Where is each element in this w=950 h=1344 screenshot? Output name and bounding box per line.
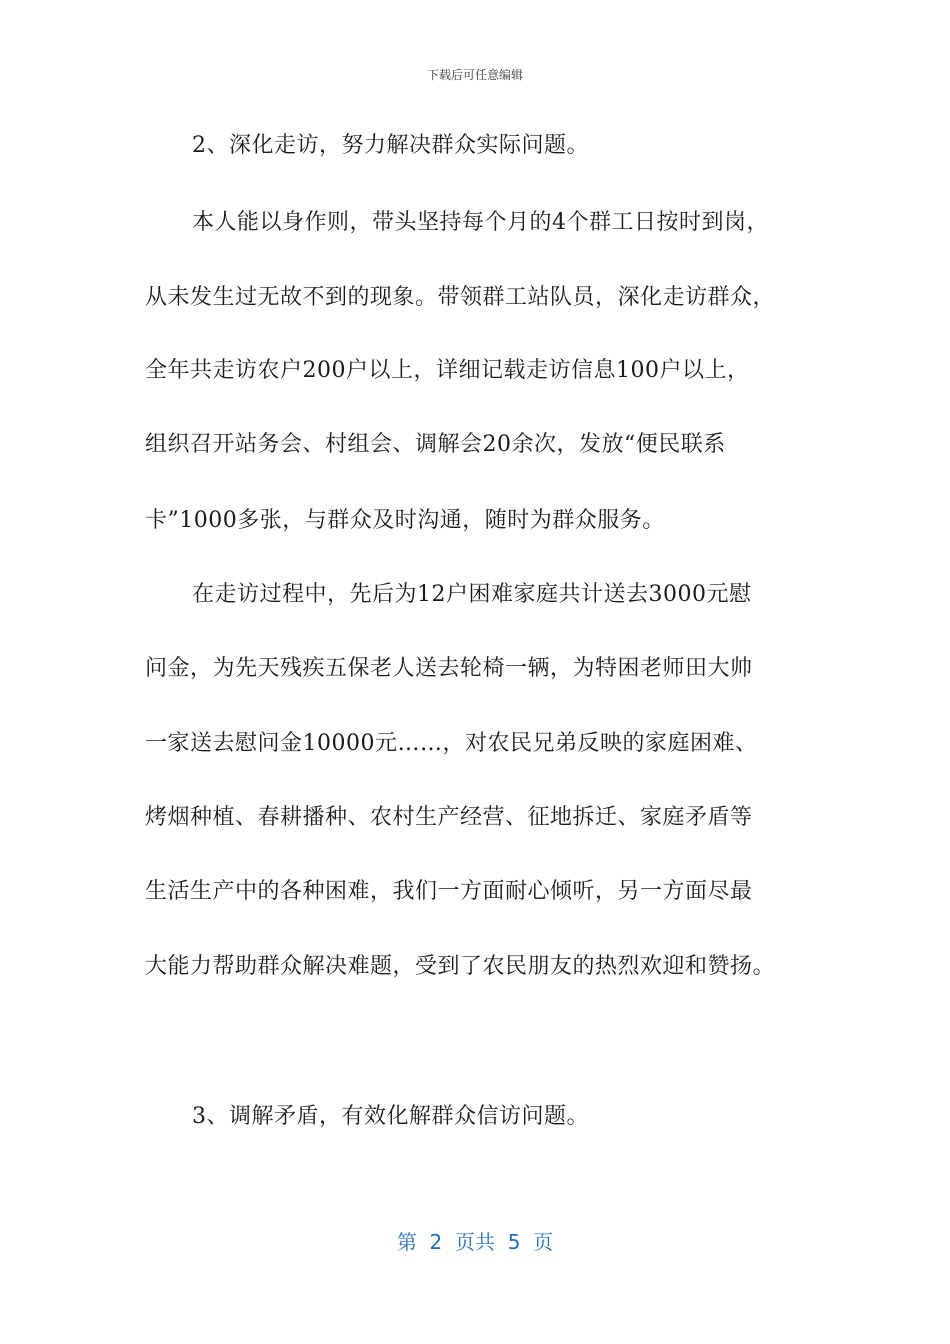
- paragraph-line: 生活生产中的各种困难，我们一方面耐心倾听，另一方面尽最: [145, 879, 753, 904]
- paragraph-line: 全年共走访农户200户以上，详细记载走访信息100户以上，: [145, 358, 750, 383]
- section-heading-2: 2、深化走访，努力解决群众实际问题。: [192, 133, 589, 158]
- page-number-footer: 第 2 页共 5 页: [396, 1230, 554, 1254]
- paragraph-line: 一家送去慰问金10000元……，对农民兄弟反映的家庭困难、: [145, 731, 758, 756]
- paragraph-line: 大能力帮助群众解决难题，受到了农民朋友的热烈欢迎和赞扬。: [145, 954, 776, 979]
- paragraph-line: 本人能以身作则，带头坚持每个月的4个群工日按时到岗，: [192, 210, 769, 235]
- paragraph-line: 烤烟种植、春耕播种、农村生产经营、征地拆迁、家庭矛盾等: [145, 805, 753, 830]
- header-note: 下载后可任意编辑: [426, 68, 523, 82]
- paragraph-line: 在走访过程中，先后为12户困难家庭共计送去3000元慰: [192, 582, 752, 607]
- paragraph-line: 卡”1000多张，与群众及时沟通，随时为群众服务。: [145, 508, 665, 533]
- section-heading-3: 3、调解矛盾，有效化解群众信访问题。: [192, 1104, 589, 1129]
- paragraph-line: 问金，为先天残疾五保老人送去轮椅一辆，为特困老师田大帅: [145, 656, 753, 681]
- paragraph-line: 从未发生过无故不到的现象。带领群工站队员，深化走访群众，: [145, 285, 776, 310]
- paragraph-line: 组织召开站务会、村组会、调解会20余次，发放“便民联系: [145, 432, 726, 457]
